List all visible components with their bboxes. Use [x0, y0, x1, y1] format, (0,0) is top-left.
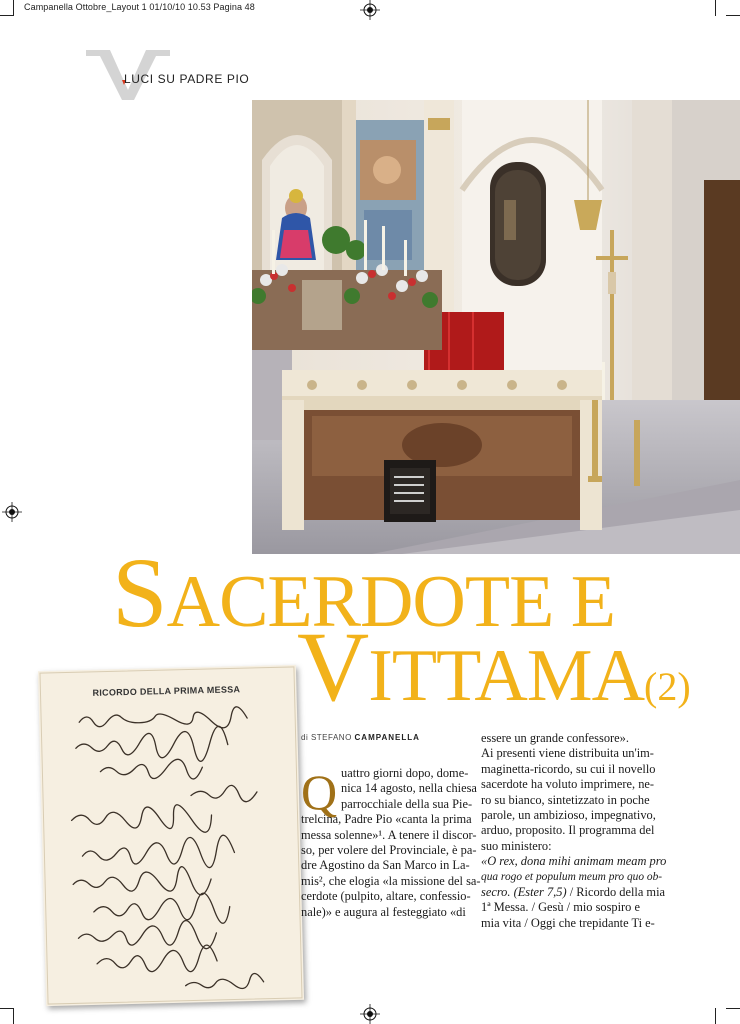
text-line — [481, 885, 666, 900]
registration-mark-icon — [360, 1004, 380, 1024]
altar-photo — [252, 100, 740, 554]
crop-mark — [0, 15, 14, 16]
author-name: CAMPANELLA — [354, 733, 420, 742]
text-line: trelcina, Padre Pio «canta la prima — [301, 812, 472, 827]
text-line: maginetta-ricordo, su cui il novello — [481, 761, 656, 776]
registration-mark-icon — [360, 0, 380, 20]
registration-mark-icon — [2, 502, 22, 522]
title-initial: V — [297, 611, 369, 722]
scripture-reference: (Ester 7,5) — [513, 885, 567, 900]
text-line: Ai presenti viene distribuita un'im- — [481, 746, 654, 761]
drop-cap: Q — [301, 764, 338, 820]
body-column-2 — [481, 731, 667, 931]
text-line: parole, un ambizioso, impegnativo, — [481, 808, 656, 823]
quote-line: qua rogo et populum meum pro quo ob- — [481, 870, 663, 883]
quote-line: «O rex, dona mihi animam meam pro — [481, 854, 667, 869]
text-line: ro su bianco, sintetizzato in poche — [481, 792, 650, 807]
text-line: mis², che elogia «la missione del sa- — [301, 873, 481, 888]
text-line: sacerdote ha voluto imprimere, ne- — [481, 777, 655, 792]
body-column-1 — [301, 766, 481, 920]
text-line: arduo, proposito. Il programma del — [481, 823, 655, 838]
text-fragment: / Ricordo della mia — [566, 885, 666, 900]
text-line: dre Agostino da San Marco in La- — [301, 858, 470, 873]
byline — [301, 733, 420, 742]
crop-mark — [726, 15, 740, 16]
crop-mark — [13, 0, 14, 16]
section-title: LUCI SU PADRE PIO — [124, 72, 250, 86]
printer-slug: Campanella Ottobre_Layout 1 01/10/10 10.53 Pagina 48 — [24, 2, 255, 12]
text-line: suo ministero: — [481, 838, 552, 853]
crop-mark — [13, 1008, 14, 1024]
crop-mark — [715, 0, 716, 16]
text-line: so, per volere del Provinciale, è pa- — [301, 843, 477, 858]
text-line: cerdote (pulpito, altare, confessio- — [301, 889, 471, 904]
text-line: parrocchiale della sua Pie- — [341, 796, 473, 811]
byline-prefix: di STEFANO — [301, 733, 352, 742]
title-part-number: (2) — [644, 664, 691, 709]
text-line: essere un grande confessore». — [481, 731, 629, 745]
text-line: messa solenne»¹. A tenere il discor- — [301, 827, 477, 842]
title-conjunction: E — [570, 561, 615, 643]
text-line: 1ª Messa. / Gesù / mio sospiro e — [481, 900, 640, 915]
text-line: mia vita / Oggi che trepidante Ti e- — [481, 915, 655, 930]
crop-mark — [726, 1008, 740, 1009]
card-heading: RICORDO DELLA PRIMA MESSA — [92, 684, 241, 698]
text-line: uattro giorni dopo, dome- — [341, 766, 469, 780]
crop-mark — [715, 1008, 716, 1024]
handwritten-card-image — [38, 665, 304, 1006]
text-line: nica 14 agosto, nella chiesa — [341, 781, 477, 796]
text-line: nale)» e augura al festeggiato «di — [301, 904, 466, 919]
handwriting-scribbles — [38, 665, 304, 1006]
title-initial: S — [112, 537, 167, 648]
crop-mark — [0, 1008, 14, 1009]
article-title-line2 — [297, 611, 691, 722]
title-word-2: ITTAMA — [368, 635, 645, 717]
quote-end: secro. — [481, 885, 511, 900]
title-word-1: ACERDOTE — [166, 561, 554, 643]
